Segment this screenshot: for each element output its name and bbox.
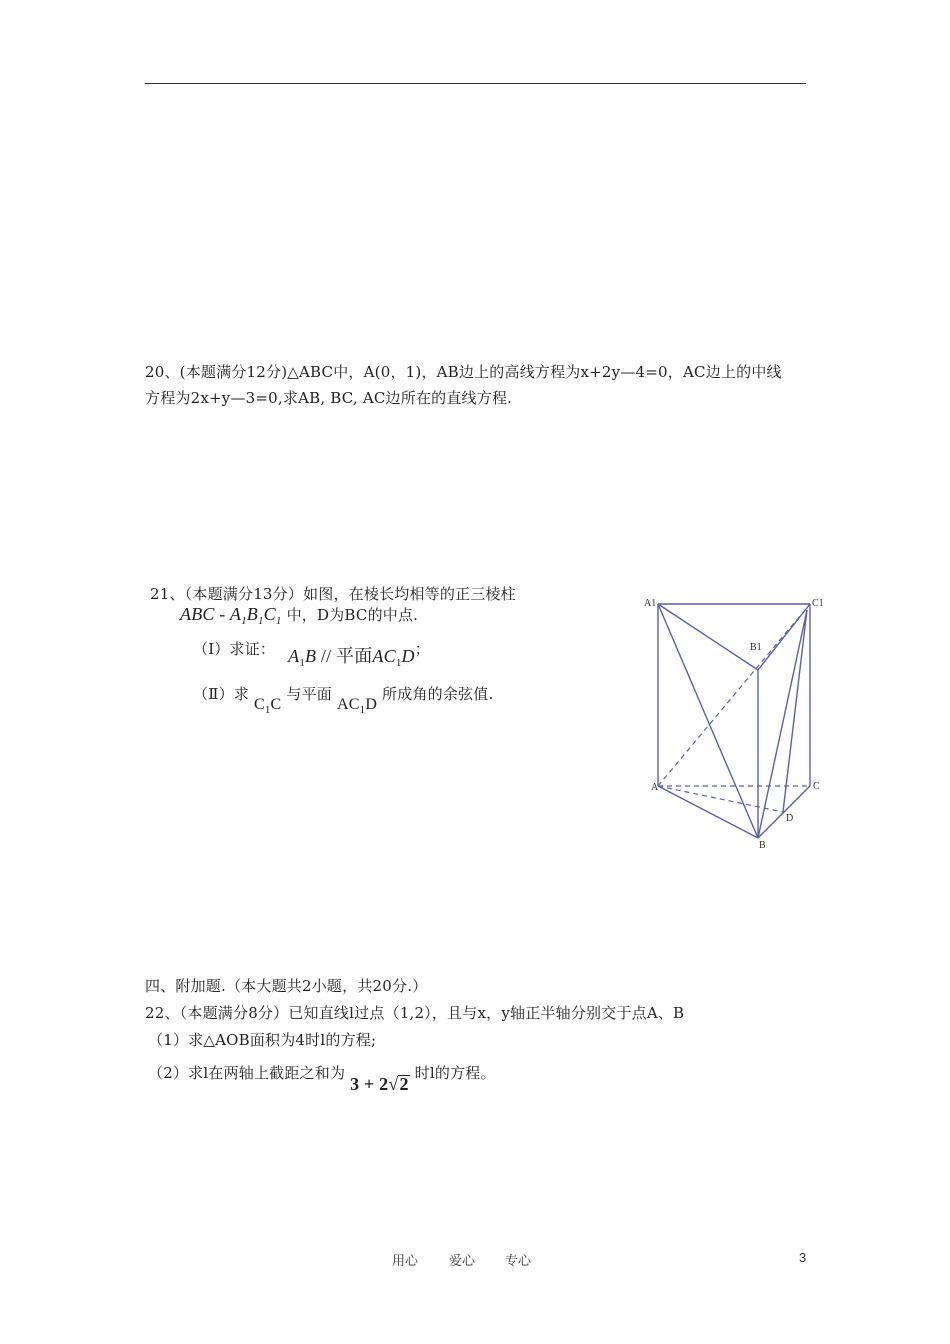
footer-text-2: 爱心 (449, 1254, 476, 1269)
q21-part2-mid: 与平面 (286, 685, 332, 703)
q21-part1: （Ⅰ）求证： $A_1B$ // 平面$AC_1D$； (193, 640, 430, 669)
header-rule (145, 83, 806, 84)
q21-part2-end: 所成角的余弦值. (382, 685, 494, 703)
q22-part1: （1）求△AOB面积为4时l的方程; (148, 1031, 377, 1049)
label-A1: A1 (644, 598, 657, 609)
q22-part2 (148, 1062, 496, 1094)
q21-line2 (180, 604, 418, 627)
label-B1: B1 (750, 642, 762, 653)
footer-text-1: 用心 (392, 1254, 419, 1269)
q20-line2: 方程为2x+y—3=0,求AB, BC, AC边所在的直线方程. (145, 389, 513, 407)
q21-part2-label: （Ⅱ）求 (193, 685, 249, 703)
q22-part2-a: （2）求l在两轴上截距之和为 (148, 1064, 346, 1082)
q20-line1: 20、(本题满分12分)△ABC中，A(0，1)，AB边上的高线方程为x+2y—4=0，AC边上的中线 (145, 363, 782, 381)
q21-part2 (193, 683, 494, 716)
q21-line1: 21、（本题满分13分）如图，在棱长均相等的正三棱柱 (150, 585, 516, 603)
q21-line2-text: 中，D为BC的中点. (286, 606, 419, 624)
label-C: C (813, 781, 820, 792)
label-D: D (786, 813, 794, 824)
q21-part1-formula: $A_1B$ // 平面$AC_1D$ (288, 646, 415, 669)
q22-line1: 22、（本题满分8分）已知直线l过点（1,2），且与x，y轴正半轴分别交于点A、B (145, 1004, 685, 1022)
prism-name: ABC - $A_1B_1C_1$ (180, 604, 282, 627)
q22-formula: 3 + 2√2 (350, 1074, 409, 1094)
label-C1: C1 (812, 598, 824, 609)
prism-figure (640, 592, 840, 854)
footer-text-3: 专心 (505, 1254, 532, 1269)
label-A: A (651, 782, 659, 793)
section4-heading: 四、附加题.（本大题共2小题，共20分.） (145, 977, 428, 995)
q21-part2-plane: $AC_1D$ (336, 696, 378, 716)
label-B: B (759, 840, 766, 851)
q22-part2-b: 时l的方程。 (414, 1064, 496, 1082)
page-number: 3 (799, 1250, 807, 1265)
q21-part2-line: $C_1C$ (253, 696, 282, 716)
q21-part1-label: （Ⅰ）求证： (193, 640, 276, 658)
